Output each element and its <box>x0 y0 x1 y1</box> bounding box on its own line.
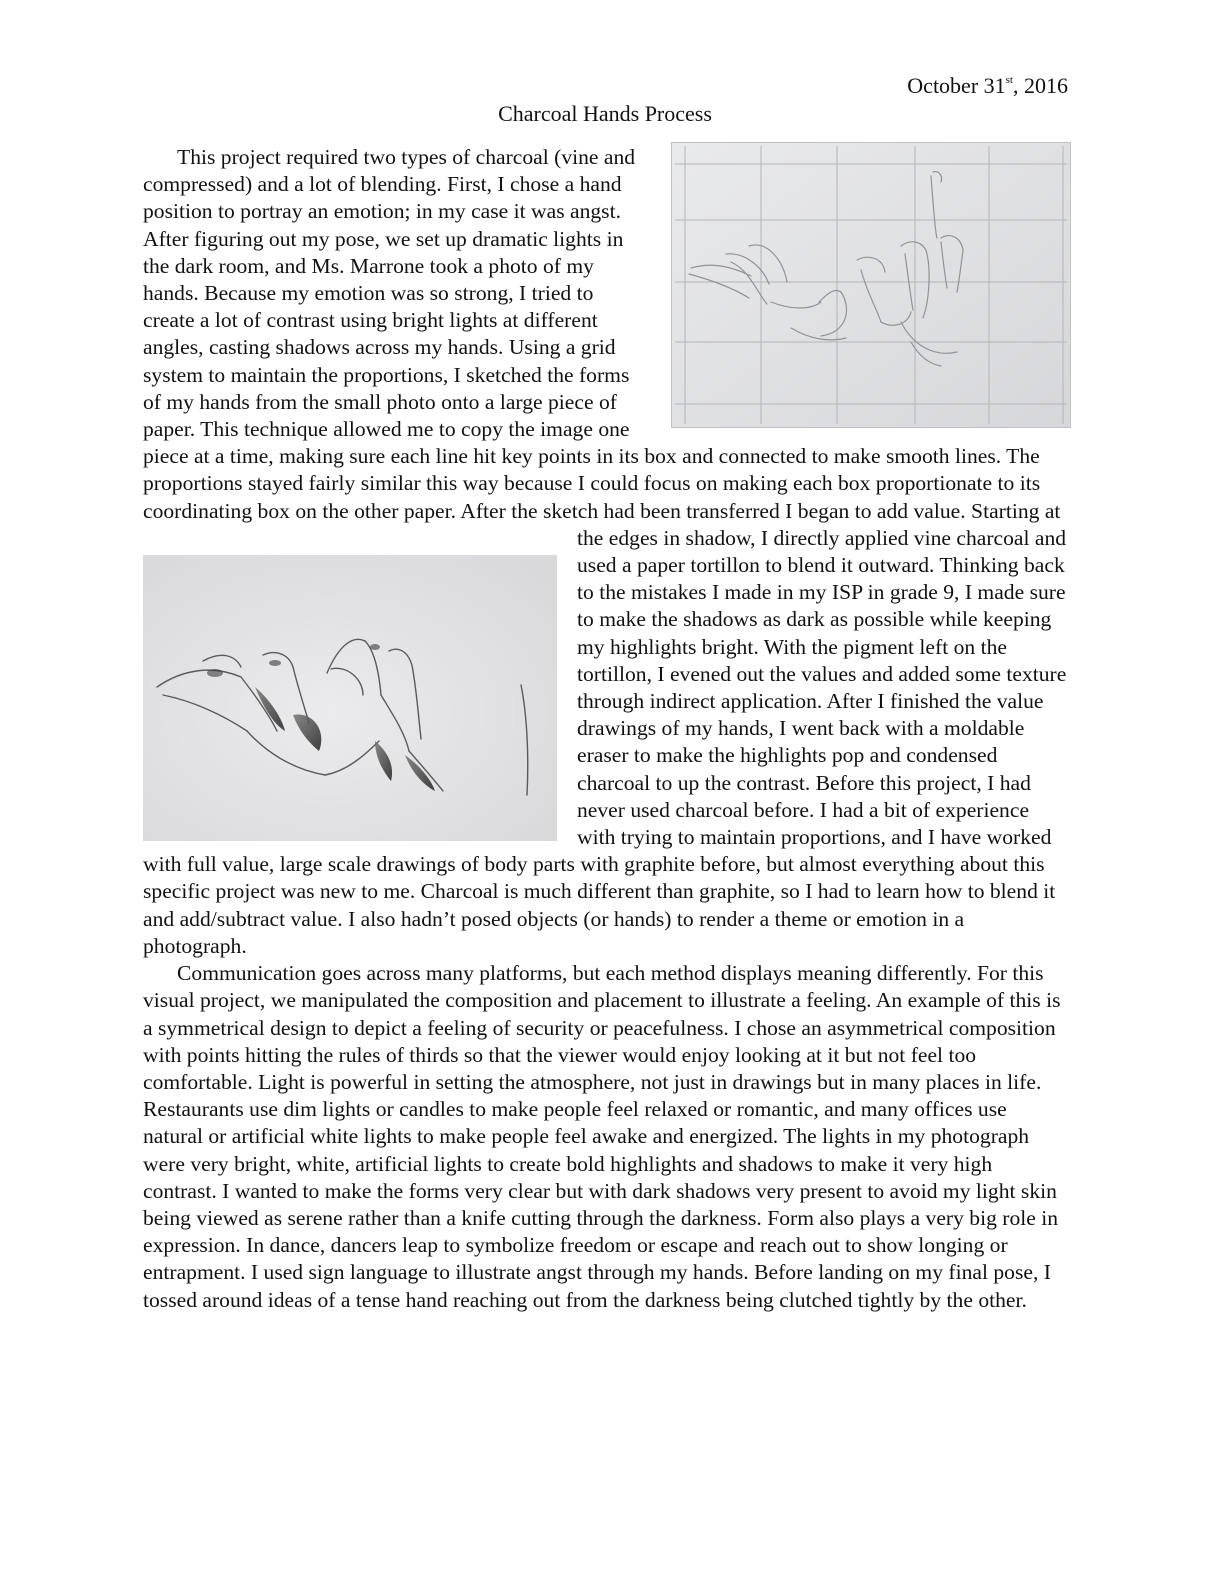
date-ordinal-suffix: st <box>1005 74 1013 86</box>
date-rest: , 2016 <box>1013 73 1068 98</box>
document-title: Charcoal Hands Process <box>498 101 712 126</box>
value-drawing-photo <box>143 555 557 841</box>
document-body <box>143 144 1071 1314</box>
paragraph-1-text-b: shadow, I directly applied vine charcoal and used a paper tortillon to blend it outward. Thinking back to the mistakes I made in my ISP in grade 9, I made sure to make the shadows as dark as possible while keeping my highlights bright. With the pigment left on the tortillon, I evened out the values and added some texture through indirect application. After I finished the value drawings of my hands, I went back with a moldable eraser to make the highlights pop and condensed charcoal to up the contrast. Before this project, I had never used charcoal before. I had a bit of experience with trying to maintain proportions, and I have worked with full value, large scale drawings of body parts with graphite before, but almost everything about this specific project was new to me. Charcoal is much different than graphite, so I had to learn how to blend it and add/subtract value. I also hadn’t posed objects (or hands) to render a theme or emotion in a photograph. <box>143 525 1067 958</box>
date-prefix: October 31 <box>907 73 1006 98</box>
sketch-photo <box>671 142 1071 428</box>
paragraph-1-text-a: This project required two types of charcoal (vine and compressed) and a lot of blending. First, I chose a hand position to portray an emotion; in my case it was angst. After figuring out my pose, we set up dramatic lights in the dark room, and Ms. Marrone took a photo of my hands. Because my emotion was so strong, I tried to create a lot of contrast using bright lights at different angles, casting shadows across my hands. Using a grid system to maintain the proportions, I sketched the forms of my hands from the small photo onto a large piece of paper. This technique allowed me to copy the image one piece at a time, making sure each line hit key points in its box and connected to make smooth lines. The proportions stayed fairly similar this way because I could focus on making each box proportionate to its coordinating box on the other paper. After the sketch had been transferred I began to add value. Starting at the edges in <box>143 145 1061 550</box>
document-date <box>907 72 1068 100</box>
sketch-photo-image <box>671 142 1071 428</box>
paragraph-2: Communication goes across many platforms, but each method displays meaning differently. For this visual project, we manipulated the composition and placement to illustrate a feeling. An example of this is a symmetrical design to depict a feeling of security or peacefulness. I chose an asymmetrical composition with points hitting the rules of thirds so that the viewer would enjoy looking at it but not feel too comfortable. Light is powerful in setting the atmosphere, not just in drawings but in many places in life. Restaurants use dim lights or candles to make people feel relaxed or romantic, and many offices use natural or artificial white lights to make people feel awake and energized. The lights in my photograph were very bright, white, artificial lights to create bold highlights and shadows to make it very high contrast. I wanted to make the forms very clear but with dark shadows very present to avoid my light skin being viewed as serene rather than a knife cutting through the darkness. Form also plays a very big role in expression. In dance, dancers leap to symbolize freedom or escape and reach out to show longing or entrapment. I used sign language to illustrate angst through my hands. Before landing on my final pose, I tossed around ideas of a tense hand reaching out from the darkness being clutched tightly by the other. <box>143 961 1061 1312</box>
value-drawing-image <box>143 555 557 841</box>
